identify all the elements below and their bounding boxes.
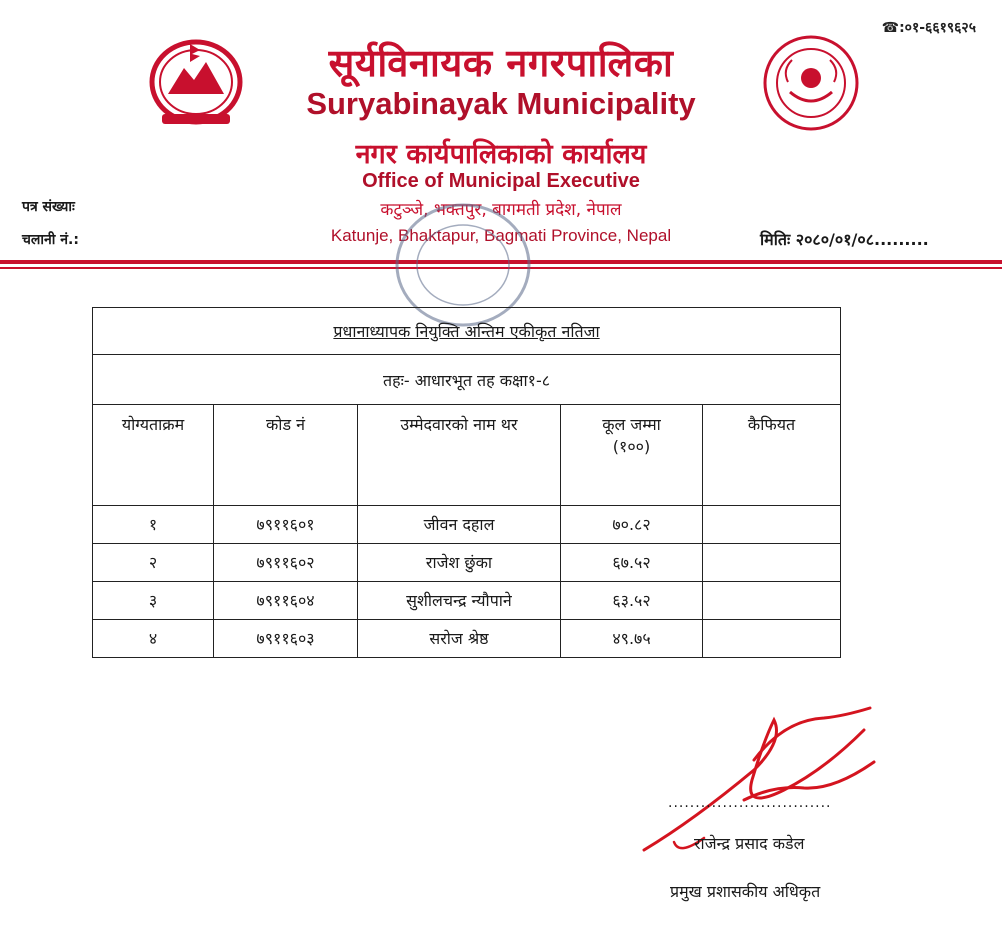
cell-total: ४९.७५ xyxy=(561,619,703,657)
cell-remarks xyxy=(703,505,841,543)
header-code: कोड नं xyxy=(214,405,358,505)
table-level: तहः- आधारभूत तह कक्षा१-८ xyxy=(93,355,841,405)
cell-total: ६७.५२ xyxy=(561,543,703,581)
address-nepali: कटुञ्जे, भक्तपुर, बागमती प्रदेश, नेपाल xyxy=(380,200,622,220)
signatory-name: राजेन्द्र प्रसाद कडेल xyxy=(694,834,805,853)
cell-rank: ३ xyxy=(93,581,214,619)
cell-remarks xyxy=(703,581,841,619)
table-row xyxy=(93,543,841,581)
cell-name: सुशीलचन्द्र न्यौपाने xyxy=(358,581,561,619)
dispatch-number-label: चलानी नं.: xyxy=(22,232,79,248)
results-table xyxy=(92,307,841,658)
signature-line: .............................. xyxy=(668,795,832,811)
municipality-name-english: Suryabinayak Municipality xyxy=(306,86,696,121)
header-remarks: कैफियत xyxy=(703,405,841,505)
cell-name: राजेश छुंका xyxy=(358,543,561,581)
header-name: उम्मेदवारको नाम थर xyxy=(358,405,561,505)
date-field: मितिः २०८०/०१/०८......... xyxy=(760,230,929,249)
signatory-title: प्रमुख प्रशासकीय अधिकृत xyxy=(670,882,821,901)
cell-total: ७०.८२ xyxy=(561,505,703,543)
cell-remarks xyxy=(703,619,841,657)
cell-name: जीवन दहाल xyxy=(358,505,561,543)
cell-total: ६३.५२ xyxy=(561,581,703,619)
table-row xyxy=(93,505,841,543)
municipality-name-nepali: सूर्यविनायक नगरपालिका xyxy=(328,41,674,85)
office-name-nepali: नगर कार्यपालिकाको कार्यालय xyxy=(355,139,647,170)
cell-code: ७९११६०२ xyxy=(214,543,358,581)
cell-rank: ४ xyxy=(93,619,214,657)
cell-rank: २ xyxy=(93,543,214,581)
phone-number: ☎:०१-६६१९६२५ xyxy=(881,20,976,36)
table-caption: प्रधानाध्यापक नियुक्ति अन्तिम एकीकृत नतिजा xyxy=(93,308,841,355)
cell-code: ७९११६०४ xyxy=(214,581,358,619)
table-header-row xyxy=(93,405,841,505)
cell-code: ७९११६०३ xyxy=(214,619,358,657)
header-rank: योग्यताक्रम xyxy=(93,405,214,505)
table-row xyxy=(93,581,841,619)
header-total: कूल जम्मा (१००) xyxy=(561,405,703,505)
cell-code: ७९११६०१ xyxy=(214,505,358,543)
address-english: Katunje, Bhaktapur, Bagmati Province, Nepal xyxy=(330,226,672,245)
cell-rank: १ xyxy=(93,505,214,543)
table-row xyxy=(93,619,841,657)
cell-name: सरोज श्रेष्ठ xyxy=(358,619,561,657)
office-name-english: Office of Municipal Executive xyxy=(362,170,640,192)
cell-remarks xyxy=(703,543,841,581)
letter-number-label: पत्र संख्याः xyxy=(22,199,75,215)
